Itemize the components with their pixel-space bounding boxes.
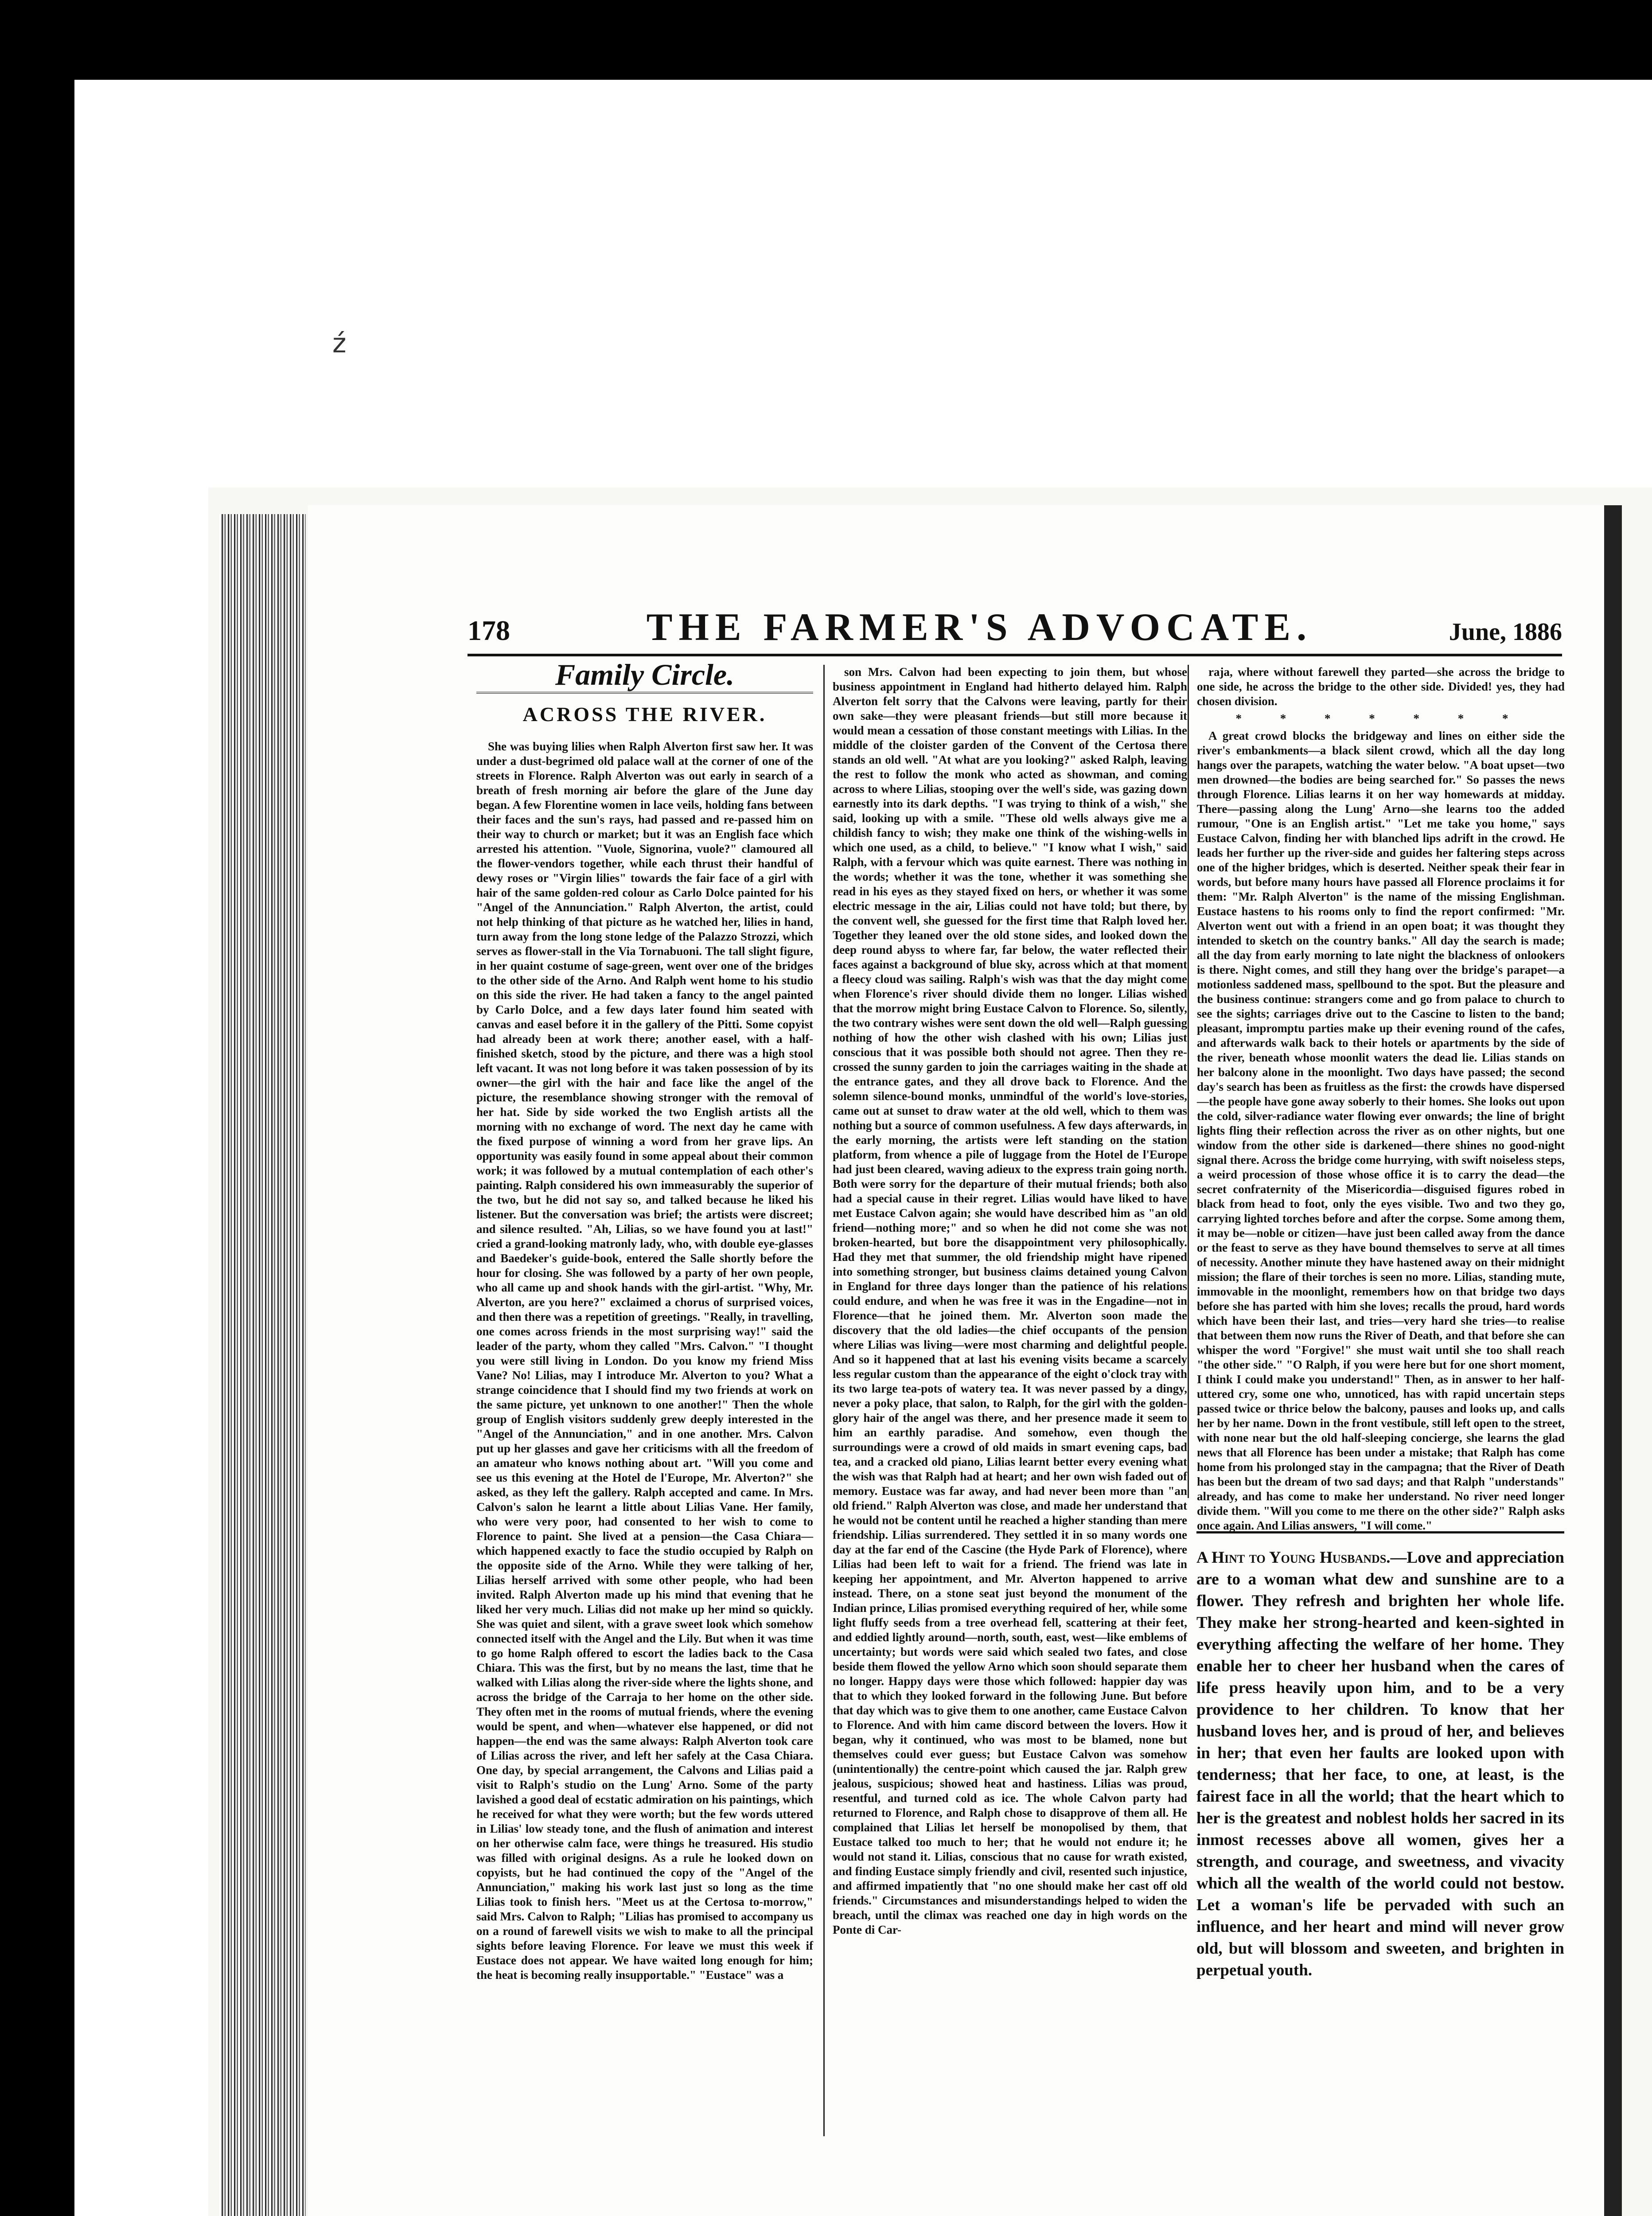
issue-date: June, 1886 bbox=[1449, 618, 1562, 646]
hint-text: —Love and appreciation are to a woman what dew and sunshine are to a flower. They refresh and brighten her whole life. They make her strong-hearted and keen-sighted in everything affecting the welfare of her home. They enable her to cheer her husband when the cares of life press heavily upon him, and to be a very providence to her children. To know that her husband loves her, and is proud of her, and believes in her; that even her faults are looked upon with tenderness; that her face, to one, at least, is the fairest face in all the world; that the heart which to her is the greatest and noblest holds her sacred in its inmost recesses above all women, gives her a strength, and courage, and sweetness, and vivacity which all the wealth of the world could not bestow. Let a woman's life be pervaded with such an influence, and her heart and mind will never grow old, but will blossom and sweeten, and brighten in perpetual youth. bbox=[1196, 1549, 1564, 1979]
pencil-mark: ź bbox=[332, 328, 347, 359]
page-edges bbox=[219, 514, 306, 2216]
book-gutter bbox=[1604, 505, 1622, 2216]
story-text-col2: son Mrs. Calvon had been expecting to join them, but whose business appointment in England had hitherto delayed him. Ralph Alverton felt sorry that the Calvons were leaving, partly for their own sake—they were pleasant friends—but still more because it would mean a cessation of those constant meetings with Lilias. In the middle of the cloister garden of the Convent of the Certosa there stands an old well. "At what are you looking?" asked Ralph, leaving the rest to follow the monk who acted as showman, and coming across to where Lilias, stooping over the well's side, was gazing down earnestly into its dark depths. "I was trying to think of a wish," she said, looking up with a smile. "These old wells always give me a childish fancy to wish; they make one think of the wishing-wells in which one used, as a child, to believe." "I know what I wish," said Ralph, with a fervour which was quite earnest. There was nothing in the words; whether it was the tone, whether it was something she read in his eyes as they stayed fixed on hers, or whether it was some electric message in the air, Lilias could not have told; but there, by the convent well, she guessed for the first time that Ralph loved her. Together they leaned over the old stone sides, and looked down the deep round abyss to where far, far below, the water reflected their faces against a background of blue sky, across which at that moment a fleecy cloud was sailing. Ralph's wish was that the day might come when Florence's river should divide them no longer. Lilias wished that the morrow might bring Eustace Calvon to Florence. So, silently, the two contrary wishes were sent down the old well—Ralph guessing nothing of how the other wish clashed with his own; Lilias just conscious that it was possible both should not agree. Then they re-crossed the sunny garden to join the carriages waiting in the shade at the entrance gates, and they all drove back to Florence. And the solemn silence-bound monks, unmindful of the world's love-stories, came out at sunset to draw water at the old well, which to them was nothing but a source of common usefulness. A few days afterwards, in the early morning, the artists were left standing on the station platform, from whence a pile of luggage from the Hotel de l'Europe had just been cleared, waving adieux to the express train going north. Both were sorry for the departure of their mutual friends; both also had a special cause in their regret. Lilias would have liked to have met Eustace Calvon again; she would have described him as "an old friend—nothing more;" and so when he did not come she was not broken-hearted, but bore the disappointment very philosophically. Had they met that summer, the old friendship might have ripened into something stronger, but business claims detained young Calvon in England for three days longer than the patience of his relations could endure, and when he was free it was in the Engadine—not in Florence—that he joined them. Mr. Alverton soon made the discovery that the old ladies—the chief occupants of the pension where Lilias was living—were most charming and delightful people. And so it happened that at last his evening visits became a scarcely less regular custom than the appearance of the eight o'clock tray with its two large tea-pots of watery tea. It was never passed by a dingy, never a poky place, that salon, to Ralph, for the girl with the golden-glory hair of the angel was there, and her presence made it seem to him an earthly paradise. And somehow, even though the surroundings were a crowd of old maids in smart evening caps, bad tea, and a cracked old piano, Lilias learnt better every evening what the wish was that Ralph had at heart; and her own wish faded out of memory. Eustace was far away, and had never been more than "an old friend." Ralph Alverton was close, and made her understand that he would not be content until he reached a higher standing than mere friendship. Lilias surrendered. They settled it in so many words one day at the far end of the Cascine (the Hyde Park of Florence), where Lilias had been left to wait for a friend. The friend was late in keeping her appointment, and Mr. Alverton happened to arrive instead. There, on a stone seat just beyond the monument of the Indian prince, Lilias promised everything required of her, while some light fluffy seeds from a tree overhead fell, scattering at their feet, and eddied lightly around—north, south, east, west—like emblems of uncertainty; but words were said which sealed two fates, and close beside them flowed the yellow Arno which soon should separate them no longer. Happy days were those which followed: happier day was that to which they looked forward in the following June. But before that day which was to give them to one another, came Eustace Calvon to Florence. And with him came discord between the lovers. How it began, why it continued, who was most to be blamed, none but themselves could ever guess; but Eustace Calvon was somehow (unintentionally) the centre-point which caused the jar. Ralph grew jealous, suspicious; showed heat and hastiness. Lilias was proud, resentful, and turned cold as ice. The whole Calvon party had returned to Florence, and Ralph chose to disapprove of them all. He complained that Lilias let herself be monopolised by them, that Eustace talked too much to her; that he would not endure it; he would not stand it. Lilias, conscious that no cause for wrath existed, and finding Eustace simply friendly and civil, resented such injustice, and affirmed impatiently that "no one should make her cast off old friends." Circumstances and misunderstandings helped to widen the breach, until the climax was reached one day in high words on the Ponte di Car- bbox=[833, 665, 1187, 1936]
hint-paragraph bbox=[1196, 1547, 1564, 1981]
story-title: ACROSS THE RIVER. bbox=[522, 703, 767, 726]
story-text-col3-b: A great crowd blocks the bridgeway and lines on either side the river's embankments—a black silent crowd, which all the day long hangs over the parapets, watching the water below. "A boat upset—two men drowned—the bodies are being searched for." So passes the news through Florence. Lilias learns it on her way homewards at midday. There—passing along the Lung' Arno—she learns too the added rumour, "One is an English artist." "Let me take you home," says Eustace Calvon, finding her with blanched lips adrift in the crowd. He leads her further up the river-side and guides her faltering steps across one of the higher bridges, which is deserted. Neither speak their fear in words, but before many hours have passed all Florence proclaims it for them: "Mr. Ralph Alverton" is the name of the missing Englishman. Eustace hastens to his rooms only to find the report confirmed: "Mr. Alverton went out with a friend in an open boat; it was thought they intended to sketch on the country banks." All day the search is made; all the day from early morning to late night the blackness of onlookers is there. Night comes, and still they hang over the bridge's parapet—a motionless saddened mass, spellbound to the spot. But the pleasure and the business continue: strangers come and go from palace to church to see the sights; carriages drive out to the Cascine to listen to the band; pleasant, impromptu parties make up their evening round of the cafes, and afterwards walk back to their hotels or apartments by the side of the river, beneath whose moonlit waters the dead lie. Lilias stands on her balcony alone in the moonlight. Two days have passed; the second day's search has been as fruitless as the first: the crowds have dispersed—the people have gone away soberly to their homes. She looks out upon the cold, silver-radiance water flowing ever onwards; the line of bright lights fling their reflection across the river as on other nights, but one window from the other side is darkened—there shines no good-night signal there. Across the bridge come hurrying, with swift noiseless steps, a weird procession of those whose office it is to carry the dead—the secret confraternity of the Misericordia—disguised figures robed in black from head to foot, only the eyes visible. Two and two they go, carrying lighted torches before and after the corpse. Some among them, it may be—noble or citizen—have just been called away from the dance or the feast to serve as they have bound themselves to serve at all times of necessity. Another minute they have hastened away on their midnight mission; the flare of their torches is seen no more. Lilias, standing mute, immovable in the moonlight, remembers how on that bridge two days before she has parted with him she loves; recalls the proud, hard words which have been their last, and tries—very hard she tries—to realise that between them now runs the River of Death, and that before she can whisper the word "Forgive!" she must wait until she too shall reach "the other side." "O Ralph, if you were here but for one short moment, I think I could make you understand!" Then, as in answer to her half-uttered cry, some one who, unnoticed, has with rapid uncertain steps passed twice or thrice below the balcony, pauses and looks up, and calls her by her name. Down in the front vestibule, still left open to the street, with none near but the old half-sleeping concierge, she learns the glad news that all Florence has been under a mistake; that Ralph has come home from his prolonged stay in the campagna; that the River of Death has been but the dream of two sad days; and that Ralph "understands" already, and has come to make her understand. No river need longer divide them. "Will you come to me there on the other side?" Ralph asks once again. And Lilias answers, "I will come." bbox=[1197, 729, 1565, 1532]
hint-article bbox=[1196, 1531, 1564, 2145]
masthead: THE FARMER'S ADVOCATE. bbox=[646, 606, 1313, 649]
story-text-col3-a: raja, where without farewell they parted—she across the bridge to one side, he across the bridge to the other side. Divided! yes, they had chosen division. bbox=[1197, 665, 1565, 708]
page-number: 178 bbox=[468, 615, 510, 646]
column-2 bbox=[823, 665, 1187, 2136]
heading-rule bbox=[476, 692, 813, 694]
running-head bbox=[468, 605, 1562, 656]
section-break-stars: * * * * * * * bbox=[1235, 712, 1526, 725]
column-1 bbox=[476, 658, 813, 2136]
story-text-col1: She was buying lilies when Ralph Alverton first saw her. It was under a dust-begrimed old palace wall at the corner of one of the streets in Florence. Ralph Alverton was out early in search of a breath of fresh morning air before the glare of the June day began. A few Florentine women in lace veils, holding fans between their faces and the sun's rays, had passed and re-passed him on their way to church or market; but it was an English face which arrested his attention. "Vuole, Signorina, vuole?" clamoured all the flower-vendors together, while each thrust their handful of dewy roses or "Virgin lilies" towards the fair face of a girl with hair of the same golden-red colour as Carlo Dolce painted for his "Angel of the Annunciation." Ralph Alverton, the artist, could not help thinking of that picture as he watched her, lilies in hand, turn away from the long stone ledge of the Palazzo Strozzi, which serves as flower-stall in the Via Tornabuoni. The tall slight figure, in her quaint costume of sage-green, went over one of the bridges to the other side of the Arno. And Ralph went home to his studio on this side the river. He had taken a fancy to the angel painted by Carlo Dolce, and a few days later found him seated with canvas and easel before it in the gallery of the Pitti. Some copyist had already been at work there; another easel, with a half-finished sketch, stood by the picture, and there was a high stool left vacant. It was not long before it was taken possession of by its owner—the girl with the hair and face like the angel of the picture, the resemblance showing stronger with the removal of her hat. Side by side worked the two English artists all the morning with no exchange of word. The next day he came with the fixed purpose of winning a word from her grave lips. An opportunity was easily found in some appeal about their common work; it was followed by a mutual contemplation of each other's painting. Ralph considered his own immeasurably the superior of the two, but he did not say so, and talked because he liked his listener. But the conversation was brief; the artists were discreet; and silence resulted. "Ah, Lilias, so we have found you at last!" cried a grand-looking matronly lady, who, with double eye-glasses and Baedeker's guide-book, entered the Salle shortly before the hour for closing. She was followed by a party of her own people, who all came up and shook hands with the girl-artist. "Why, Mr. Alverton, are you here?" exclaimed a chorus of surprised voices, and then there was a repetition of greetings. "Really, in travelling, one comes across friends in the most surprising way!" said the leader of the party, whom they called "Mrs. Calvon." "I thought you were still living in London. Do you know my friend Miss Vane? No! Lilias, may I introduce Mr. Alverton to you? What a strange coincidence that I should find my two friends at work on the same picture, yet unknown to one another!" Then the whole group of English visitors suddenly grew deeply interested in the "Angel of the Annunciation," and in one another. Mrs. Calvon put up her glasses and gave her criticisms with all the freedom of an amateur who knows nothing about art. "Will you come and see us this evening at the Hotel de l'Europe, Mr. Alverton?" she asked, as they left the gallery. Ralph accepted and came. In Mrs. Calvon's salon he learnt a little about Lilias Vane. Her family, who were very poor, had consented to her wish to come to Florence to paint. She lived at a pension—the Casa Chiara—which happened exactly to face the studio occupied by Ralph on the opposite side of the Arno. While they were talking of her, Lilias herself arrived with some other people, who had been invited. Ralph Alverton made up his mind that evening that he liked her very much. Lilias did not make up her mind so quickly. She was quiet and silent, with a grave sweet look which somehow connected itself with the Angel and the Lily. But when it was time to go home Ralph offered to escort the ladies back to the Casa Chiara. This was the first, but by no means the last, time that he walked with Lilias along the river-side where the lights shone, and across the bridge of the Carraja to her home on the other side. They often met in the rooms of mutual friends, where the evening would be spent, and when—whatever else happened, or did not happen—the end was the same always: Ralph Alverton took care of Lilias across the river, and left her safely at the Casa Chiara. One day, by special arrangement, the Calvons and Lilias paid a visit to Ralph's studio on the Lung' Arno. Some of the party lavished a good deal of ecstatic admiration on his paintings, which he received for what they were worth; but the few words uttered in Lilias' low steady tone, and the flush of animation and interest on her otherwise calm face, were things he treasured. His studio was filled with original designs. As a rule he looked down on copyists, but he had continued the copy of the "Angel of the Annunciation," making his work last just so long as the time Lilias took to finish hers. "Meet us at the Certosa to-morrow," said Mrs. Calvon to Ralph; "Lilias has promised to accompany us on a round of farewell visits we wish to make to all the principal sights before leaving Florence. For leave we must this week if Eustace does not appear. We have waited long enough for him; the heat is becoming really insupportable." "Eustace" was a bbox=[476, 740, 813, 1982]
hint-title: A Hint to Young Husbands. bbox=[1196, 1549, 1391, 1567]
column-3 bbox=[1188, 665, 1565, 1532]
section-heading: Family Circle. bbox=[555, 658, 735, 691]
